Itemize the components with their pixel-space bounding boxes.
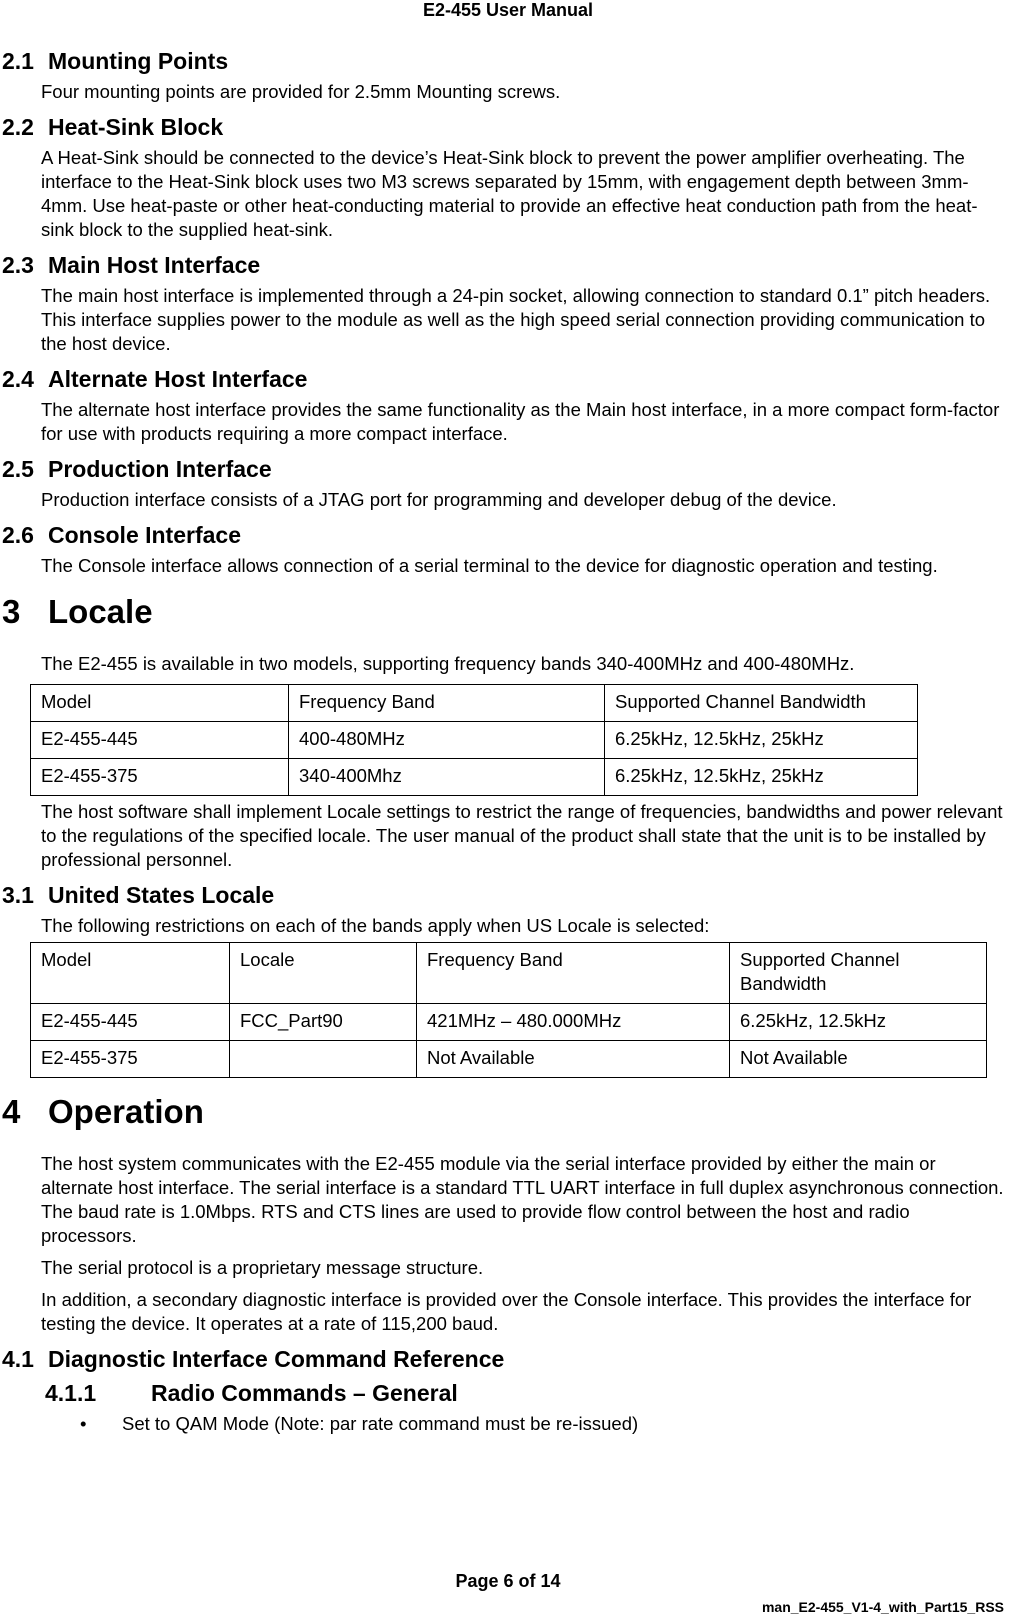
section-number: 2.4 [2, 366, 34, 392]
chapter-title: Operation [48, 1093, 204, 1130]
table-header-cell: Model [31, 943, 230, 1004]
section-heading-united-states-locale [0, 880, 1016, 910]
section-title: Mounting Points [48, 48, 229, 74]
paragraph-us-locale: The following restrictions on each of the bands apply when US Locale is selected: [41, 915, 710, 936]
table-header-cell: Locale [230, 943, 417, 1004]
document-body [0, 46, 1016, 1436]
paragraph-operation-protocol: The serial protocol is a proprietary message structure. [41, 1257, 484, 1278]
paragraph-locale-intro: The E2-455 is available in two models, supporting frequency bands 340-400MHz and 400-480MHz. [41, 653, 855, 674]
table-cell: E2-455-445 [31, 1004, 230, 1041]
chapter-heading-operation [0, 1092, 1016, 1132]
table-cell: E2-455-375 [31, 1041, 230, 1078]
table-cell: E2-455-445 [31, 722, 289, 759]
section-heading-alternate-host-interface [0, 364, 1016, 394]
table-cell: Not Available [417, 1041, 730, 1078]
table-row [31, 722, 918, 759]
section-title: Diagnostic Interface Command Reference [48, 1346, 505, 1372]
chapter-number: 4 [2, 1093, 21, 1130]
table-header-row [31, 685, 918, 722]
paragraph-mounting-points: Four mounting points are provided for 2.5mm Mounting screws. [41, 81, 561, 102]
section-title: United States Locale [48, 882, 275, 908]
page-number: Page 6 of 14 [455, 1571, 561, 1591]
section-title: Main Host Interface [48, 252, 261, 278]
paragraph-locale-settings: The host software shall implement Locale settings to restrict the range of frequencies, bandwidths and power relevant to the regulations of the specified locale. The user manual of the product shall state that the unit is to be installed by professional personnel. [41, 801, 1003, 870]
section-number: 3.1 [2, 882, 34, 908]
table-row [31, 759, 918, 796]
table-cell [230, 1041, 417, 1078]
table-row [31, 1004, 987, 1041]
section-number: 2.3 [2, 252, 34, 278]
paragraph-operation-diagnostic: In addition, a secondary diagnostic interface is provided over the Console interface. This provides the interface for testing the device. It operates at a rate of 115,200 baud. [41, 1289, 972, 1334]
section-heading-main-host-interface [0, 250, 1016, 280]
section-number: 2.2 [2, 114, 34, 140]
table-header-cell: Frequency Band [417, 943, 730, 1004]
paragraph-production-interface: Production interface consists of a JTAG port for programming and developer debug of the device. [41, 489, 837, 510]
section-heading-heat-sink-block [0, 112, 1016, 142]
us-locale-table [30, 942, 987, 1078]
section-heading-console-interface [0, 520, 1016, 550]
section-title: Alternate Host Interface [48, 366, 308, 392]
paragraph-operation-serial: The host system communicates with the E2-455 module via the serial interface provided by either the main or alternate host interface. The serial interface is a standard TTL UART interface in full duplex asynchronous connection. The baud rate is 1.0Mbps. RTS and CTS lines are used to provide flow control between the host and radio processors. [41, 1153, 1004, 1246]
page-header: E2-455 User Manual [422, 0, 594, 20]
bullet-icon: • [80, 1413, 87, 1434]
list-item [80, 1412, 1016, 1436]
section-title: Console Interface [48, 522, 241, 548]
section-number: 2.6 [2, 522, 34, 548]
table-cell: 6.25kHz, 12.5kHz, 25kHz [605, 759, 918, 796]
table-cell: 6.25kHz, 12.5kHz, 25kHz [605, 722, 918, 759]
table-header-cell: Model [31, 685, 289, 722]
list-item-text: Set to QAM Mode (Note: par rate command must be re-issued) [122, 1413, 639, 1434]
radio-commands-list [0, 1412, 1016, 1436]
table-cell: 340-400Mhz [289, 759, 605, 796]
table-header-cell: Frequency Band [289, 685, 605, 722]
table-cell: E2-455-375 [31, 759, 289, 796]
section-number: 4.1 [2, 1346, 34, 1372]
table-header-cell: Supported Channel Bandwidth [730, 943, 987, 1004]
table-header-cell: Supported Channel Bandwidth [605, 685, 918, 722]
table-cell: 400-480MHz [289, 722, 605, 759]
paragraph-alternate-host-interface: The alternate host interface provides the same functionality as the Main host interface, in a more compact form-factor for use with products requiring a more compact interface. [41, 399, 1000, 444]
paragraph-console-interface: The Console interface allows connection of a serial terminal to the device for diagnostic operation and testing. [41, 555, 938, 576]
subsection-number: 4.1.1 [45, 1380, 97, 1406]
section-heading-diagnostic-command-reference [0, 1344, 1016, 1374]
table-cell: 421MHz – 480.000MHz [417, 1004, 730, 1041]
section-heading-production-interface [0, 454, 1016, 484]
section-title: Production Interface [48, 456, 272, 482]
table-row [31, 1041, 987, 1078]
chapter-number: 3 [2, 593, 21, 630]
paragraph-main-host-interface: The main host interface is implemented through a 24-pin socket, allowing connection to standard 0.1” pitch headers. This interface supplies power to the module as well as the high speed serial connection providing communication to the host device. [41, 285, 991, 354]
table-cell: 6.25kHz, 12.5kHz [730, 1004, 987, 1041]
table-cell: Not Available [730, 1041, 987, 1078]
document-id: man_E2-455_V1-4_with_Part15_RSS [761, 1599, 1004, 1615]
table-header-row [31, 943, 987, 1004]
chapter-heading-locale [0, 592, 1016, 632]
section-heading-mounting-points [0, 46, 1016, 76]
table-cell: FCC_Part90 [230, 1004, 417, 1041]
section-number: 2.1 [2, 48, 34, 74]
paragraph-heat-sink-block: A Heat-Sink should be connected to the device’s Heat-Sink block to prevent the power amplifier overheating. The interface to the Heat-Sink block uses two M3 screws separated by 15mm, with engagement depth between 3mm-4mm. Use heat-paste or other heat-conducting material to provide an effective heat conduction path from the heat-sink block to the supplied heat-sink. [41, 147, 978, 240]
subsection-heading-radio-commands [0, 1378, 1016, 1408]
locale-table [30, 684, 918, 796]
subsection-title: Radio Commands – General [151, 1380, 458, 1406]
section-title: Heat-Sink Block [48, 114, 224, 140]
chapter-title: Locale [48, 593, 153, 630]
section-number: 2.5 [2, 456, 34, 482]
